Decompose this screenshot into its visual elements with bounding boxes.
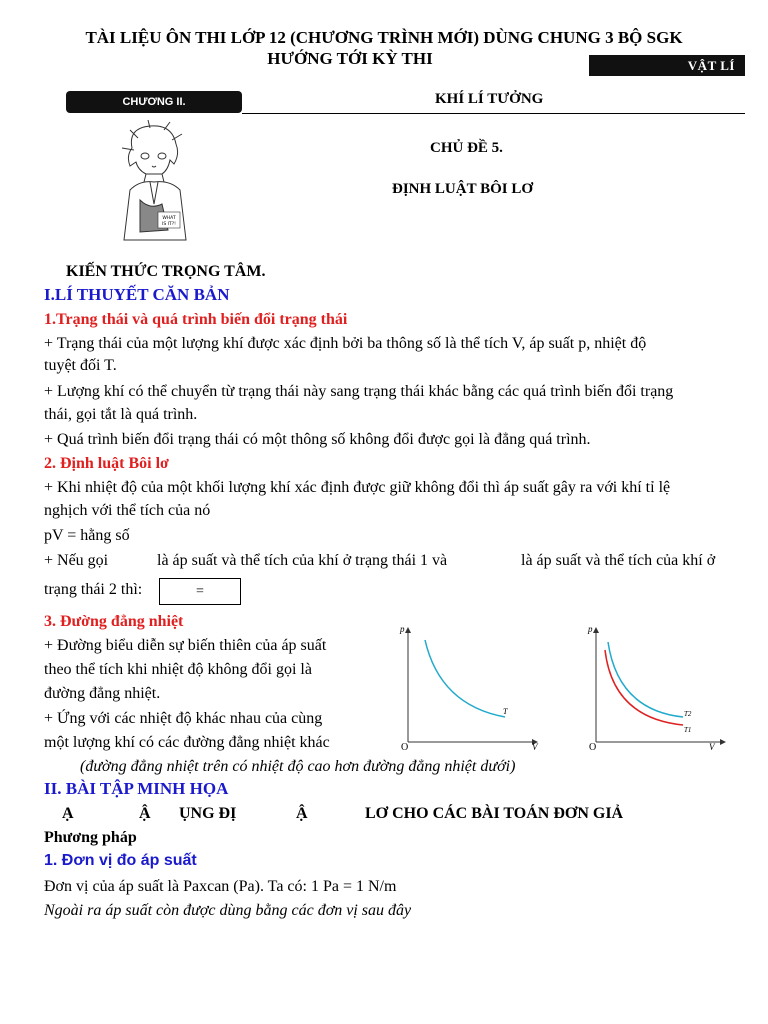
document-header-title: TÀI LIỆU ÔN THI LỚP 12 (CHƯƠNG TRÌNH MỚI) DÙNG CHUNG 3 BỘ SGK [85, 28, 683, 47]
y-axis-label: p [588, 624, 593, 634]
form-title-fragment: LƠ CHO CÁC BÀI TOÁN ĐƠN GIẢ [365, 805, 624, 822]
paragraph: Đơn vị của áp suất là Paxcan (Pa). Ta có: 1 Pa = 1 N/m [44, 878, 397, 895]
paragraph-part: là áp suất và thể tích của khí ở [521, 552, 716, 569]
paragraph: + Ứng với các nhiệt độ khác nhau của cùng [44, 710, 323, 727]
paragraph: + Trạng thái của một lượng khí được xác định bởi ba thông số là thể tích V, áp suất p, nhiệt độ [44, 335, 647, 352]
paragraph: nghịch với thể tích của nó [44, 502, 211, 519]
method-heading: Phương pháp [44, 829, 137, 846]
paragraph: theo thể tích khi nhiệt độ không đổi gọi là [44, 661, 312, 678]
paragraph: + Khi nhiệt độ của một khối lượng khí xác định được giữ không đổi thì áp suất gây ra với khí tỉ lệ [44, 479, 671, 496]
paragraph: đường đẳng nhiệt. [44, 685, 161, 702]
exercises-heading: II. BÀI TẬP MINH HỌA [44, 779, 229, 798]
paragraph: + Quá trình biến đổi trạng thái có một thông số không đổi được gọi là đẳng quá trình. [44, 431, 591, 448]
paragraph: thái, gọi tắt là quá trình. [44, 406, 198, 423]
paragraph: tuyệt đối T. [44, 357, 117, 374]
form-title-fragment: ỤNG ĐỊ [179, 805, 237, 822]
isotherm-graph-double [583, 620, 733, 755]
x-axis-label: V [709, 742, 715, 752]
theory-heading: I.LÍ THUYẾT CĂN BẢN [44, 285, 230, 304]
anime-character-illustration [110, 120, 195, 255]
chapter-divider [242, 113, 745, 114]
origin-label: O [589, 742, 597, 753]
form-title-fragment: Ậ [139, 805, 151, 822]
svg-text:IS IT?!: IS IT?! [162, 222, 176, 227]
formula-text: pV = hằng số [44, 527, 130, 544]
paragraph: + Lượng khí có thể chuyển từ trạng thái này sang trạng thái khác bằng các quá trình biến đổi trạng [44, 383, 674, 400]
x-axis-label: V [532, 742, 538, 752]
state-process-heading: 1.Trạng thái và quá trình biến đổi trạng thái [44, 311, 348, 328]
curve-label-t1: T1 [684, 726, 692, 734]
isotherm-curve-t2 [608, 642, 683, 717]
subject-badge: VẬT LÍ [589, 55, 745, 76]
chapter-label: CHƯƠNG II. [66, 91, 242, 113]
form-title-fragment: Ậ [296, 805, 308, 822]
document-header-subtitle: HƯỚNG TỚI KỲ THI [267, 49, 433, 68]
topic-number: CHỦ ĐỀ 5. [430, 140, 503, 156]
curve-label: T [503, 707, 508, 716]
isotherm-heading: 3. Đường đẳng nhiệt [44, 613, 184, 630]
illustration-speech-text: WHAT [162, 216, 176, 221]
paragraph-part: là áp suất và thể tích của khí ở trạng thái 1 và [157, 552, 448, 569]
core-knowledge-heading: KIẾN THỨC TRỌNG TÂM. [66, 263, 266, 280]
pressure-unit-heading: 1. Đơn vị đo áp suất [44, 852, 197, 869]
paragraph: một lượng khí có các đường đẳng nhiệt khác [44, 734, 330, 751]
paragraph: trạng thái 2 thì: [44, 581, 143, 598]
origin-label: O [401, 742, 409, 753]
form-title-fragment: Ạ [62, 805, 74, 822]
paragraph: + Đường biểu diễn sự biến thiên của áp suất [44, 637, 327, 654]
curve-label-t2: T2 [684, 710, 692, 718]
y-axis-label: p [400, 624, 405, 634]
chapter-title: KHÍ LÍ TƯỞNG [435, 91, 544, 107]
isotherm-curve-t1 [605, 650, 683, 725]
isotherm-graph-single [395, 620, 545, 755]
paragraph-part: + Nếu gọi [44, 552, 109, 569]
isotherm-caption: (đường đẳng nhiệt trên có nhiệt độ cao hơn đường đẳng nhiệt dưới) [80, 758, 516, 775]
formula-box: = [159, 578, 241, 605]
paragraph-italic: Ngoài ra áp suất còn được dùng bằng các đơn vị sau đây [44, 902, 412, 919]
boyle-law-heading: 2. Định luật Bôi lơ [44, 455, 169, 472]
isotherm-curve [425, 640, 505, 717]
topic-name: ĐỊNH LUẬT BÔI LƠ [392, 181, 534, 197]
